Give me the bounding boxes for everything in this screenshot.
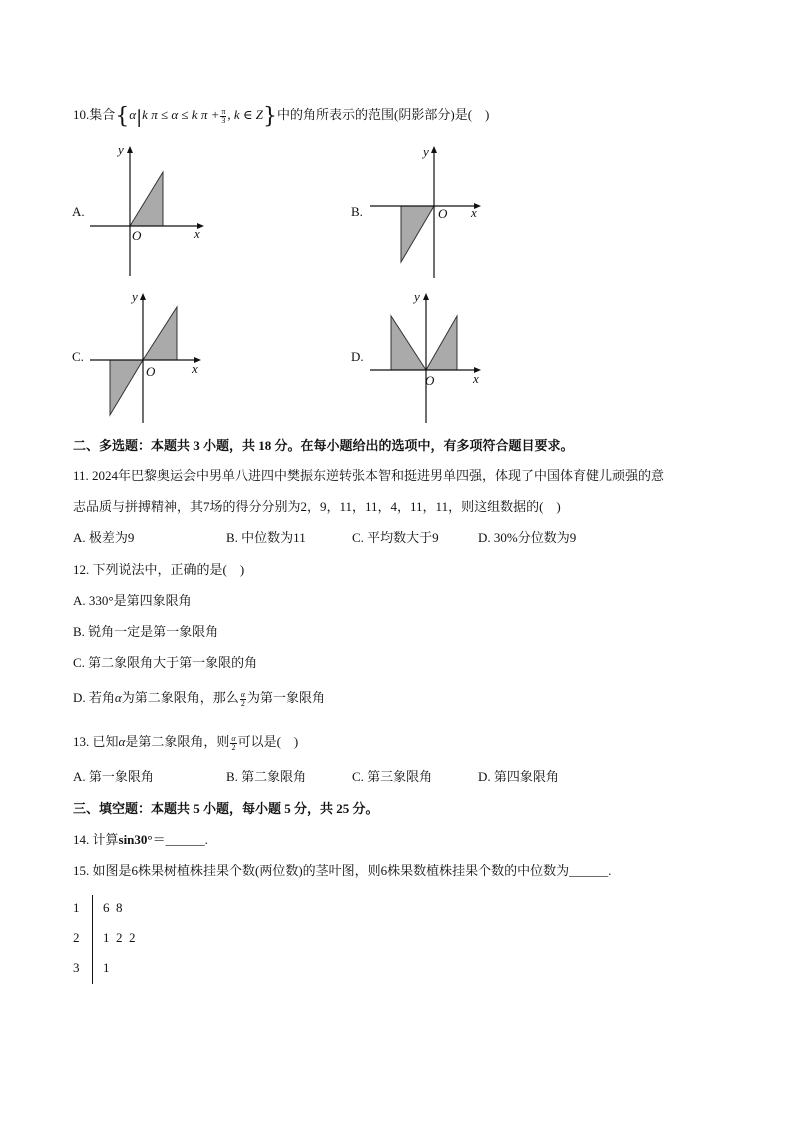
q10-stem <box>73 106 489 127</box>
q12-d-pre: D. 若角 <box>73 690 115 705</box>
q10-set-var: α <box>129 107 137 122</box>
y-arrow-icon <box>127 146 133 153</box>
q13-stem <box>73 733 298 752</box>
q12-d-mid: 为第二象限角，那么 <box>121 690 239 705</box>
q13-den: 2 <box>231 742 236 752</box>
q10-frac-num: π <box>221 106 226 116</box>
q12-d-den: 2 <box>240 698 245 708</box>
q10-option-c-label[interactable]: C. <box>72 349 84 364</box>
q13-option-a[interactable]: A. 第一象限角 <box>73 769 154 784</box>
y-axis-label: y <box>423 144 429 159</box>
stem-value: 1 <box>73 900 80 915</box>
q10-set-cond-a: k π ≤ α ≤ k π + <box>142 107 220 122</box>
origin-label: O <box>132 228 142 243</box>
q12-d-var: α <box>114 690 122 705</box>
q13-pre: 13. 已知 <box>73 734 119 749</box>
q11-option-a[interactable]: A. 极差为9 <box>73 530 135 545</box>
stem-divider <box>92 895 93 984</box>
shaded-region-lower <box>110 360 143 415</box>
q10-tail: 中的角所表示的范围(阴影部分)是( ) <box>277 107 490 122</box>
q12-stem: 12. 下列说法中，正确的是( ) <box>73 562 245 577</box>
shaded-region <box>130 172 163 226</box>
left-brace-icon: { <box>115 104 130 129</box>
origin-label: O <box>425 373 435 388</box>
shaded-region-right <box>426 316 457 370</box>
q10-option-a-diagram[interactable] <box>85 140 215 285</box>
shaded-region-upper <box>143 307 177 360</box>
y-arrow-icon <box>431 146 437 153</box>
stem-value: 2 <box>73 930 80 945</box>
right-brace-icon: } <box>263 104 278 129</box>
section-3-title: 三、填空题：本题共 5 小题，每小题 5 分，共 25 分。 <box>73 801 379 816</box>
q15-stem: 15. 如图是6株果树植株挂果个数(两位数)的茎叶图，则6株果数植株挂果个数的中位数为______. <box>73 863 612 878</box>
q14-post: ＝______. <box>152 832 208 847</box>
x-axis-label: x <box>471 205 477 220</box>
q10-option-d-label[interactable]: D. <box>351 349 364 364</box>
origin-label: O <box>438 206 448 221</box>
y-axis-label: y <box>414 289 420 304</box>
q10-frac-den: 3 <box>221 115 226 125</box>
q10-number: 10. <box>73 107 90 122</box>
q11-option-d[interactable]: D. 30%分位数为9 <box>478 530 577 545</box>
y-axis-label: y <box>132 289 138 304</box>
q13-post: 可以是( ) <box>237 734 299 749</box>
x-axis-label: x <box>194 226 200 241</box>
leaf-values: 1 <box>103 960 110 975</box>
set-bar-icon: | <box>136 107 143 128</box>
section-2-title: 二、多选题：本题共 3 小题，共 18 分。在每小题给出的选项中，有多项符合题目要求。 <box>73 438 574 453</box>
q13-num: α <box>231 733 236 743</box>
q13-mid: 是第二象限角，则 <box>125 734 230 749</box>
q13-var: α <box>118 734 126 749</box>
leaf-values: 6 8 <box>103 900 123 915</box>
leaf-values: 1 2 2 <box>103 930 136 945</box>
q12-option-a[interactable]: A. 330°是第四象限角 <box>73 593 192 608</box>
shaded-region <box>401 206 434 262</box>
q10-lead: 集合 <box>89 107 116 122</box>
q11-option-b[interactable]: B. 中位数为11 <box>226 530 306 545</box>
y-arrow-icon <box>140 293 146 300</box>
q13-option-b[interactable]: B. 第二象限角 <box>226 769 307 784</box>
y-axis-label: y <box>118 142 124 157</box>
x-axis-label: x <box>473 371 479 386</box>
q10-option-b-label[interactable]: B. <box>351 204 363 219</box>
x-axis-label: x <box>192 361 198 376</box>
q12-d-num: α <box>240 689 245 699</box>
q13-option-c[interactable]: C. 第三象限角 <box>352 769 433 784</box>
q13-fraction <box>230 735 236 752</box>
origin-label: O <box>146 364 156 379</box>
q10-option-c-diagram[interactable] <box>85 287 215 427</box>
q14-pre: 14. 计算 <box>73 832 119 847</box>
q12-d-post: 为第一象限角 <box>246 690 325 705</box>
q10-option-b-diagram[interactable] <box>365 140 495 285</box>
q10-pi-third-fraction <box>220 108 226 125</box>
shaded-region-left <box>391 316 426 370</box>
q14-expr: sin30° <box>118 832 153 847</box>
q12-option-b[interactable]: B. 锐角一定是第一象限角 <box>73 624 219 639</box>
q10-option-d-diagram[interactable] <box>365 287 495 427</box>
q13-option-d[interactable]: D. 第四象限角 <box>478 769 559 784</box>
q11-line-2: 志品质与拼搏精神，其7场的得分分别为2，9，11，11，4，11，11，则这组数据的( ) <box>73 499 561 514</box>
q12-d-fraction <box>240 691 246 708</box>
q11-line-1: 11. 2024年巴黎奥运会中男单八进四中樊振东逆转张本智和挺进男单四强，体现了中国体育健儿顽强的意 <box>73 468 665 483</box>
q12-option-d[interactable] <box>73 689 325 708</box>
stem-value: 3 <box>73 960 80 975</box>
q14-stem <box>73 831 208 849</box>
q12-option-c[interactable]: C. 第二象限角大于第一象限的角 <box>73 655 258 670</box>
y-arrow-icon <box>423 293 429 300</box>
q11-option-c[interactable]: C. 平均数大于9 <box>352 530 439 545</box>
q10-option-a-label[interactable]: A. <box>72 204 85 219</box>
q10-set-cond-b: , k ∈ Z <box>227 107 264 122</box>
